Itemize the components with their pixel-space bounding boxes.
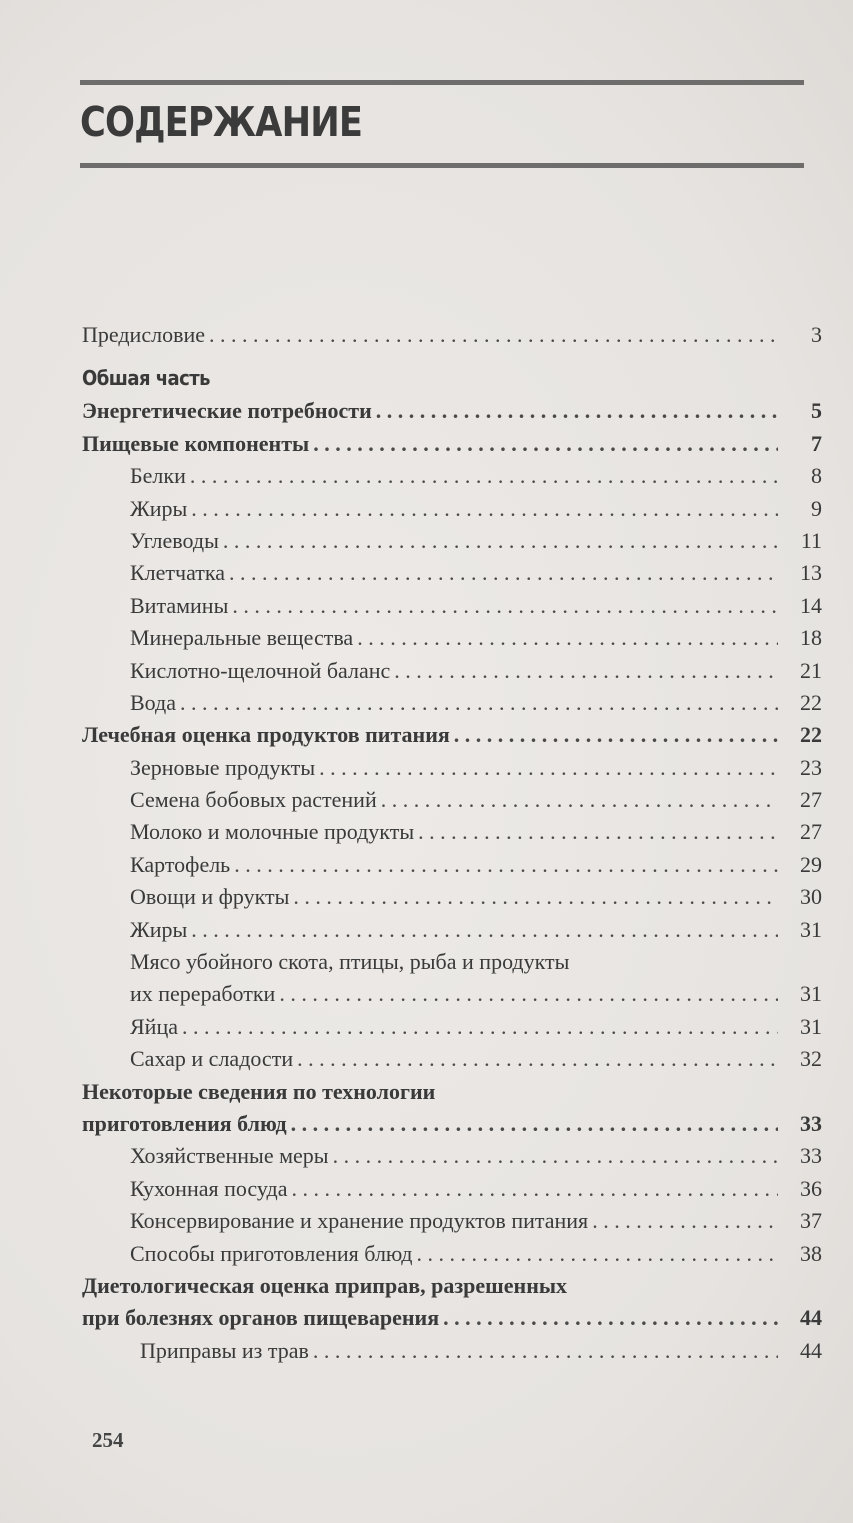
toc-entry-title: Жиры [130, 916, 188, 942]
dot-leader [191, 914, 778, 946]
toc-entry-page: 44 [800, 1305, 822, 1331]
dot-leader [279, 978, 778, 1010]
toc-entry[interactable] [82, 816, 822, 848]
toc-entry-title: Вода [130, 689, 176, 715]
dot-leader [394, 655, 778, 687]
dot-leader [443, 1302, 778, 1334]
toc-entry-page: 27 [800, 819, 822, 845]
toc-entry-title: Овощи и фрукты [130, 884, 290, 910]
toc-entry-page: 7 [811, 430, 822, 456]
dot-leader [209, 319, 778, 351]
toc-entry-page: 11 [800, 527, 822, 553]
toc-entry-title: Зерновые продукты [130, 754, 316, 780]
dot-leader [357, 622, 778, 654]
dot-leader [229, 557, 778, 589]
toc-entry-title: их переработки [130, 981, 276, 1007]
toc-entry[interactable] [82, 849, 822, 881]
dot-leader [182, 1011, 778, 1043]
dot-leader [223, 525, 778, 557]
dot-leader [381, 784, 778, 816]
toc-entry[interactable] [82, 881, 822, 913]
toc-entry[interactable] [82, 460, 822, 492]
toc-entry[interactable] [82, 1238, 822, 1270]
toc-entry-title: Пищевые компоненты [82, 430, 310, 456]
dot-leader [190, 460, 778, 492]
section-heading-general: Обшая часть [82, 366, 211, 391]
toc-entry-title: Приправы из трав [140, 1337, 309, 1363]
toc-entry-page: 23 [800, 754, 822, 780]
toc-entry-title: при болезнях органов пищеварения [82, 1305, 440, 1331]
toc-entry-page: 13 [800, 560, 822, 586]
toc-entry-page: 37 [800, 1208, 822, 1234]
toc-entry-title: Углеводы [130, 527, 219, 553]
dot-leader [592, 1205, 778, 1237]
toc-entry-title: Хозяйственные меры [130, 1143, 329, 1169]
toc-entry-title: Молоко и молочные продукты [130, 819, 415, 845]
page-title: СОДЕРЖАНИЕ [80, 98, 363, 146]
toc-entry-page: 38 [800, 1240, 822, 1266]
toc-entry-page: 31 [800, 981, 822, 1007]
toc-entry-page: 36 [800, 1175, 822, 1201]
toc-entry[interactable] [82, 493, 822, 525]
table-of-contents [82, 319, 822, 1367]
toc-entry-title: приготовления блюд [82, 1110, 287, 1136]
toc-entry-title: Лечебная оценка продуктов питания [82, 722, 450, 748]
toc-entry-title: Способы приготовления блюд [130, 1240, 413, 1266]
toc-entry[interactable] [82, 395, 822, 427]
toc-entry-page: 33 [800, 1143, 822, 1169]
toc-entry-page: 27 [800, 787, 822, 813]
toc-entry [82, 946, 822, 978]
bottom-rule [80, 163, 804, 168]
toc-entry[interactable] [82, 590, 822, 622]
toc-entry-page: 21 [800, 657, 822, 683]
dot-leader [180, 687, 778, 719]
toc-entry[interactable] [82, 784, 822, 816]
toc-entry-page: 22 [800, 722, 822, 748]
toc-entry-title: Консервирование и хранение продуктов питания [130, 1208, 589, 1234]
toc-entry-title: Энергетические потребности [82, 398, 372, 424]
toc-entry[interactable] [82, 1335, 822, 1367]
dot-leader [232, 590, 778, 622]
dot-leader [416, 1238, 778, 1270]
toc-entry-page: 3 [811, 322, 822, 347]
toc-entry-title: Яйца [130, 1013, 178, 1039]
dot-leader [297, 1043, 778, 1075]
dot-leader [313, 428, 778, 460]
toc-entry-page: 44 [800, 1337, 822, 1363]
toc-entry-page: 9 [811, 495, 822, 521]
dot-leader [333, 1140, 778, 1172]
dot-leader [291, 1173, 778, 1205]
toc-entry[interactable] [82, 655, 822, 687]
top-rule [80, 80, 804, 85]
toc-entry-title: Семена бобовых растений [130, 787, 377, 813]
dot-leader [291, 1108, 778, 1140]
toc-entry[interactable] [82, 978, 822, 1010]
toc-entry [82, 1270, 822, 1302]
toc-entry-title: Минеральные вещества [130, 625, 354, 651]
toc-entry-page: 31 [800, 916, 822, 942]
toc-entry-page: 18 [800, 625, 822, 651]
dot-leader [454, 719, 778, 751]
dot-leader [418, 816, 778, 848]
toc-entry[interactable] [82, 687, 822, 719]
toc-entry-page: 22 [800, 689, 822, 715]
toc-entry-title: Некоторые сведения по технологии [82, 1078, 436, 1104]
dot-leader [234, 849, 778, 881]
toc-entry[interactable] [82, 1108, 822, 1140]
dot-leader [376, 395, 778, 427]
toc-entry-page: 30 [800, 884, 822, 910]
toc-entry-title: Клетчатка [130, 560, 226, 586]
toc-entry[interactable] [82, 525, 822, 557]
toc-entry-page: 31 [800, 1013, 822, 1039]
toc-entry-title: Витамины [130, 592, 229, 618]
toc-entry[interactable] [82, 428, 822, 460]
toc-entry-title: Сахар и сладости [130, 1046, 294, 1072]
toc-entry[interactable] [82, 557, 822, 589]
toc-entry-page: 33 [800, 1110, 822, 1136]
toc-entry-title: Картофель [130, 851, 231, 877]
toc-entry[interactable] [82, 719, 822, 751]
toc-entry-title: Жиры [130, 495, 188, 521]
dot-leader [293, 881, 778, 913]
toc-entry[interactable] [82, 622, 822, 654]
toc-entry[interactable] [82, 1205, 822, 1237]
toc-entry-preface[interactable] [82, 319, 822, 351]
toc-entry-title: Диетологическая оценка приправ, разрешенных [82, 1272, 568, 1298]
toc-entry[interactable] [82, 1043, 822, 1075]
toc-entry-page: 8 [811, 463, 822, 489]
toc-entry-page: 14 [800, 592, 822, 618]
toc-entry-title: Предисловие [82, 322, 205, 347]
toc-entry-page: 5 [811, 398, 822, 424]
dot-leader [319, 752, 778, 784]
toc-entries [82, 395, 822, 1367]
toc-entry[interactable] [82, 1140, 822, 1172]
dot-leader [191, 493, 778, 525]
toc-entry[interactable] [82, 1302, 822, 1334]
toc-entry-title: Кислотно-щелочной баланс [130, 657, 391, 683]
toc-entry[interactable] [82, 752, 822, 784]
toc-entry-title: Кухонная посуда [130, 1175, 288, 1201]
page-number: 254 [92, 1428, 124, 1452]
toc-entry[interactable] [82, 914, 822, 946]
toc-entry-title: Мясо убойного скота, птицы, рыба и продукты [130, 949, 570, 975]
toc-entry [82, 1076, 822, 1108]
toc-entry[interactable] [82, 1173, 822, 1205]
dot-leader [313, 1335, 778, 1367]
toc-entry-page: 32 [800, 1046, 822, 1072]
toc-entry-page: 29 [800, 851, 822, 877]
toc-entry[interactable] [82, 1011, 822, 1043]
toc-entry-title: Белки [130, 463, 186, 489]
